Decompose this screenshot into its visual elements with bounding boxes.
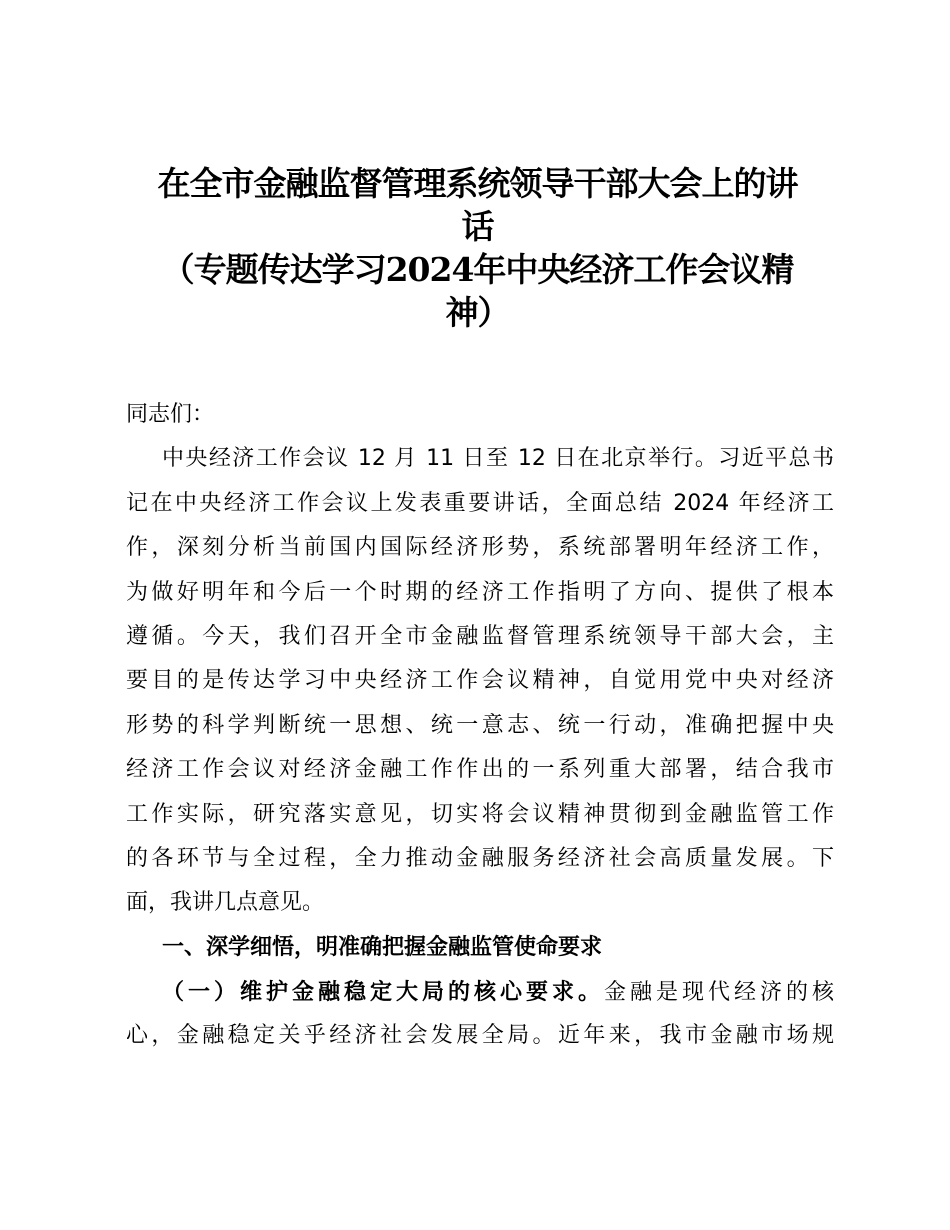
paragraph-line: 中央经济工作会议 12 月 11 日至 12 日在北京举行。习近平总书 xyxy=(162,446,834,472)
paragraph-line: 形势的科学判断统一思想、统一意志、统一行动，准确把握中央 xyxy=(126,712,834,738)
document-title xyxy=(120,162,835,334)
title-line: 话 xyxy=(461,207,494,246)
paragraph-line: 的各环节与全过程，全力推动金融服务经济社会高质量发展。下 xyxy=(126,845,834,871)
paragraph-line: 心，金融稳定关乎经济社会发展全局。近年来，我市金融市场规 xyxy=(126,1023,834,1049)
subsection-1 xyxy=(126,970,834,1059)
paragraph-line: 要目的是传达学习中央经济工作会议精神，自觉用党中央对经济 xyxy=(126,668,834,694)
subsection-bold-lead: （一）维护金融稳定大局的核心要求。 xyxy=(162,979,604,1006)
paragraph-line: 工作实际，研究落实意见，切实将会议精神贯彻到金融监管工作 xyxy=(126,801,834,827)
paragraph-intro xyxy=(126,437,834,925)
document-body xyxy=(126,393,834,1059)
title-line: 神） xyxy=(445,293,510,332)
paragraph-line: 面，我讲几点意见。 xyxy=(126,890,325,916)
title-line: （专题传达学习2024年中央经济工作会议精 xyxy=(161,250,794,289)
paragraph-line: 为做好明年和今后一个时期的经济工作指明了方向、提供了根本 xyxy=(126,579,834,605)
title-line: 在全市金融监督管理系统领导干部大会上的讲 xyxy=(157,164,798,203)
paragraph-line: 遵循。今天，我们召开全市金融监督管理系统领导干部大会，主 xyxy=(126,623,834,649)
section-heading: 一、深学细悟，明准确把握金融监管使命要求 xyxy=(162,934,603,960)
subsection-text: 金融是现代经济的核 xyxy=(603,980,834,1006)
paragraph-line: 经济工作会议对经济金融工作作出的一系列重大部署，结合我市 xyxy=(126,757,834,783)
paragraph-line: 记在中央经济工作会议上发表重要讲话，全面总结 2024 年经济工 xyxy=(126,490,834,516)
paragraph-line: 作，深刻分析当前国内国际经济形势，系统部署明年经济工作， xyxy=(126,535,834,561)
salutation: 同志们： xyxy=(126,402,215,427)
subsection-first-line xyxy=(126,970,834,1014)
